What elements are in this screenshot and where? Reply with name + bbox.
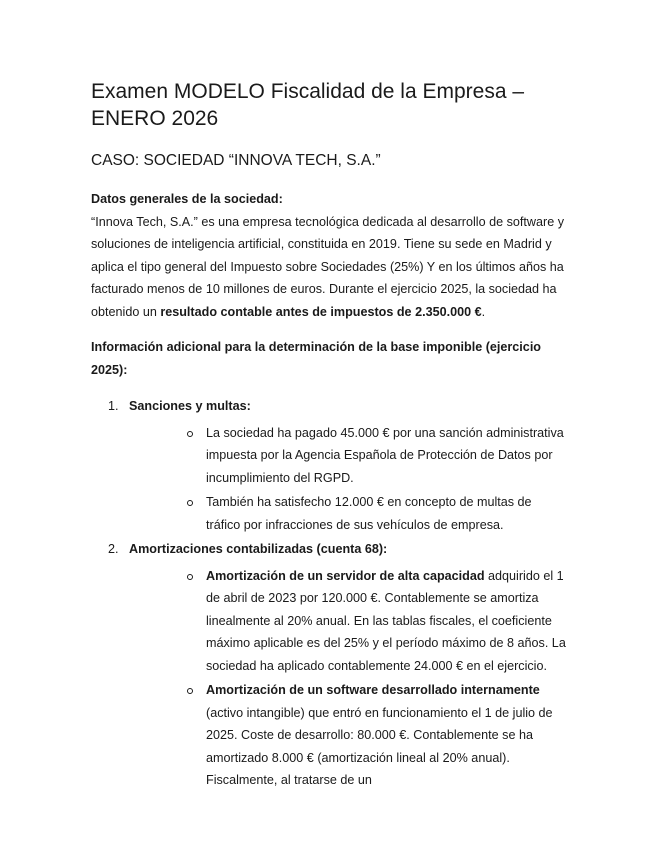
bullet-list <box>129 565 566 792</box>
document-body <box>91 188 566 794</box>
general-data-paragraph <box>91 211 566 324</box>
item-title: Sanciones y multas: <box>129 399 251 413</box>
general-para-end: . <box>481 304 486 319</box>
item-number: 1. <box>108 399 119 413</box>
bullet-text: (activo intangible) que entró en funcionamiento el 1 de julio de 2025. Coste de desarrollo: 80.000 €. Contablemente se ha amortizado 8.000 € (amortización lineal al 20% anual). Fiscalmente, al tratarse de un <box>206 705 553 787</box>
circle-bullet-icon <box>187 500 193 506</box>
circle-bullet-icon <box>187 688 193 694</box>
circle-bullet-icon <box>187 431 193 437</box>
additional-info-heading: Información adicional para la determinación de la base imponible (ejercicio 2025): <box>91 340 542 377</box>
list-item <box>129 565 566 678</box>
case-heading: CASO: SOCIEDAD “INNOVA TECH, S.A.” <box>91 152 381 169</box>
bullet-bold-text: Amortización de un servidor de alta capacidad <box>206 568 485 583</box>
bullet-text: adquirido el 1 de abril de 2023 por 120.000 €. Contablemente se amortiza linealmente al 20% anual. En las tablas fiscales, el coeficiente máximo aplicable es del 25% y el período máximo de 8 años. La sociedad ha aplicado contablemente 24.000 € en el ejercicio. <box>206 568 566 673</box>
general-para-highlight: resultado contable antes de impuestos de 2.350.000 € <box>160 304 482 319</box>
general-para-text: “Innova Tech, S.A.” es una empresa tecnológica dedicada al desarrollo de software y soluciones de inteligencia artificial, constituida en 2019. Tiene su sede en Madrid y aplica el tipo general del Impuesto sobre Sociedades (25%) Y en los últimos años ha facturado menos de 10 millones de euros. Durante el ejercicio 2025, la sociedad ha obtenido un <box>91 214 565 319</box>
numbered-list <box>91 395 566 792</box>
bullet-list <box>129 422 566 537</box>
bullet-text: La sociedad ha pagado 45.000 € por una sanción administrativa impuesta por la Agencia Española de Protección de Datos por incumplimiento del RGPD. <box>206 425 564 485</box>
list-item <box>129 422 566 490</box>
bullet-text: También ha satisfecho 12.000 € en concepto de multas de tráfico por infracciones de sus vehículos de empresa. <box>206 495 532 532</box>
list-item-sanciones <box>91 395 566 536</box>
circle-bullet-icon <box>187 574 193 580</box>
list-item <box>129 679 566 792</box>
bullet-bold-text: Amortización de un software desarrollado internamente <box>206 683 540 697</box>
item-title: Amortizaciones contabilizadas (cuenta 68): <box>129 542 388 556</box>
item-number: 2. <box>108 542 119 556</box>
list-item-amortizaciones <box>91 538 566 792</box>
list-item <box>129 491 566 536</box>
document-title: Examen MODELO Fiscalidad de la Empresa – ENERO 2026 <box>91 80 525 130</box>
general-data-heading: Datos generales de la sociedad: <box>91 192 283 206</box>
